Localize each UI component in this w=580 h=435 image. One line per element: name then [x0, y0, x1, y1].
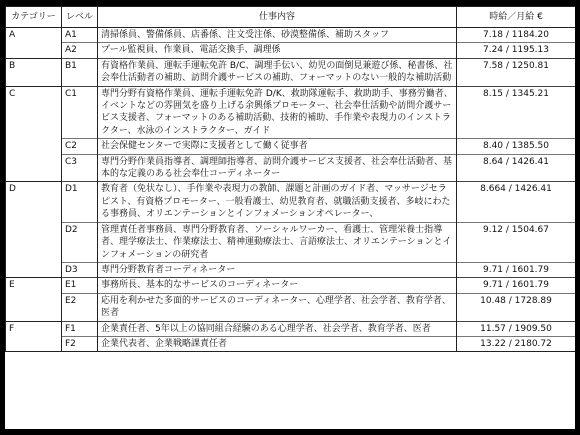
level-cell: E1: [62, 278, 98, 293]
wage-cell: 7.18 / 1184.20: [457, 28, 576, 43]
table-row: [6, 58, 576, 86]
category-cell: D: [6, 182, 62, 222]
table-row: [6, 278, 576, 293]
table-row: [6, 43, 576, 58]
category-cell: B: [6, 58, 62, 86]
wage-cell: 7.24 / 1195.13: [457, 43, 576, 58]
header-level: レベル: [62, 7, 98, 28]
wage-cell: 8.664 / 1426.41: [457, 182, 576, 222]
wage-cell: 13.22 / 2180.72: [457, 336, 576, 351]
category-cell: [6, 139, 62, 154]
level-cell: D3: [62, 262, 98, 277]
level-cell: C3: [62, 154, 98, 182]
table-row: [6, 28, 576, 43]
category-cell: F: [6, 321, 62, 336]
level-cell: A1: [62, 28, 98, 43]
header-category: カテゴリー: [6, 7, 62, 28]
job-cell: 事務所長、基本的なサービスのコーディネーター: [98, 278, 457, 293]
category-cell: [6, 43, 62, 58]
header-wage: 時給／月給 €: [457, 7, 576, 28]
job-cell: 有資格作業員、運転手運転免許 B/C、調理手伝い、幼児の面倒見兼遊び係、秘書係、社会奉仕活動者の補助、訪問介護サービスの補助、フォーマットのない一般的な補助活動: [98, 58, 457, 86]
level-cell: B1: [62, 58, 98, 86]
table-header-row: [6, 7, 576, 28]
category-cell: E: [6, 278, 62, 293]
category-cell: [6, 222, 62, 262]
category-cell: [6, 293, 62, 321]
level-cell: D1: [62, 182, 98, 222]
job-cell: 応用を利かせた多面的サービスのコーディネーター、心理学者、社会学者、教育学者、医者: [98, 293, 457, 321]
job-cell: 専門分野作業員指導者、調理師指導者、訪問介護サービス支援者、社会奉仕活動者、基本的な定義のある社会奉仕コーディネーター: [98, 154, 457, 182]
job-cell: 企業責任者、5年以上の協同組合経験のある心理学者、社会学者、教育学者、医者: [98, 321, 457, 336]
wage-table-sheet: [5, 6, 575, 429]
wage-cell: 8.40 / 1385.50: [457, 139, 576, 154]
job-cell: 管理責任者事務員、専門分野教育者、ソーシャルワーカー、看護士、管理栄養士指導者、理学療法士、作業療法士、精神運動療法士、言語療法士、オリエンテーションとインフォメーションの研究者: [98, 222, 457, 262]
table-row: [6, 86, 576, 139]
table-row: [6, 293, 576, 321]
level-cell: A2: [62, 43, 98, 58]
category-cell: C: [6, 86, 62, 139]
table-row: [6, 182, 576, 222]
category-cell: [6, 336, 62, 351]
wage-cell: 9.71 / 1601.79: [457, 278, 576, 293]
level-cell: C1: [62, 86, 98, 139]
category-cell: A: [6, 28, 62, 43]
header-job: 仕事内容: [98, 7, 457, 28]
wage-cell: 8.15 / 1345.21: [457, 86, 576, 139]
wage-cell: 10.48 / 1728.89: [457, 293, 576, 321]
job-cell: 社会保健センターで実際に支援者として働く従事者: [98, 139, 457, 154]
level-cell: F2: [62, 336, 98, 351]
table-row: [6, 154, 576, 182]
table-row: [6, 262, 576, 277]
level-cell: C2: [62, 139, 98, 154]
level-cell: E2: [62, 293, 98, 321]
job-cell: 専門分野教育者コーディネーター: [98, 262, 457, 277]
wage-table: [5, 6, 575, 352]
wage-cell: 7.58 / 1250.81: [457, 58, 576, 86]
job-cell: 清掃係員、警備係員、店番係、注文受注係、砂漠整備係、補助スタッフ: [98, 28, 457, 43]
job-cell: 教育者（免状なし）、手作業や表現力の教師、課題と計画のガイド者、マッサージセラピスト、有資格プロモーター、一般看護士、幼児教育者、就職活動支援者、多岐にわたる事務員、オリエンテーションとインフォメーションオペレーター、: [98, 182, 457, 222]
table-row: [6, 321, 576, 336]
table-row: [6, 222, 576, 262]
wage-cell: 9.12 / 1504.67: [457, 222, 576, 262]
job-cell: プール監視員、作業員、電話交換手、調理係: [98, 43, 457, 58]
level-cell: F1: [62, 321, 98, 336]
level-cell: D2: [62, 222, 98, 262]
category-cell: [6, 262, 62, 277]
wage-cell: 11.57 / 1909.50: [457, 321, 576, 336]
category-cell: [6, 154, 62, 182]
table-row: [6, 336, 576, 351]
table-row: [6, 139, 576, 154]
wage-cell: 8.64 / 1426.41: [457, 154, 576, 182]
job-cell: 企業代表者、企業戦略課責任者: [98, 336, 457, 351]
wage-cell: 9.71 / 1601.79: [457, 262, 576, 277]
job-cell: 専門分野有資格作業員、運転手運転免許 D/K、救助隊運転手、救助助手、事務労働者、イベントなどの雰囲気を盛り上げる余興係プロモーター、社会奉仕活動や訪問介護サービス支援者、フォーマットのある補助活動、技術的補助、手作業や表現力のインストラクター、水泳のインストラクター、ガイド: [98, 86, 457, 139]
